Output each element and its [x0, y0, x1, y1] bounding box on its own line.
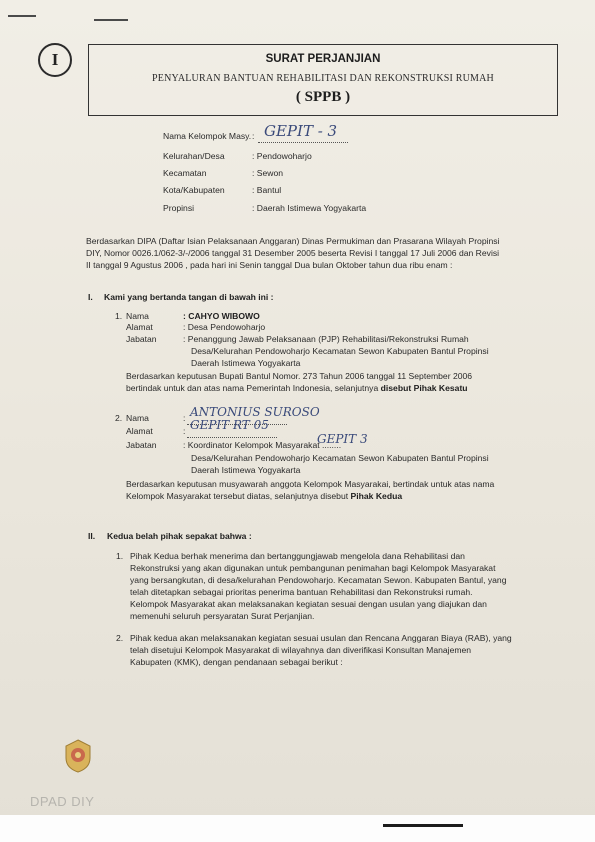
party-2-jabatan-label: Jabatan	[126, 440, 157, 450]
section-2-item-2-line: telah disetujui Kelompok Masyarakat di wilayahnya dan diverifikasi Konsultan Manajemen	[130, 645, 472, 655]
field-dotted-line	[258, 142, 348, 143]
party-2-colon: :	[183, 426, 186, 436]
top-rule-right	[94, 19, 128, 21]
field-label-propinsi: Propinsi	[163, 203, 195, 213]
party-1-jabatan-line: Desa/Kelurahan Pendowoharjo Kecamatan Sewon Kabupaten Bantul Propinsi	[191, 346, 489, 356]
section-2-item-1-line: Rekonstruksi yang akan digunakan untuk pembangunan penimahan bagi Kelompok Masyarakat	[130, 563, 496, 573]
section-2-item-1-number: 1.	[116, 551, 124, 561]
section-2-heading: Kedua belah pihak sepakat bahwa :	[107, 531, 252, 541]
field-value-kelompok: GEPIT - 3	[264, 122, 338, 140]
intro-line-2: DIY, Nomor 0026.1/062-3/-/2006 tanggal 31 Desember 2005 beserta Revisi I tanggal 17 Juli 2006 dan Revisi	[86, 248, 500, 258]
party-1-number: 1.	[115, 311, 123, 321]
title-box	[88, 44, 558, 116]
party-2-basis-line: Kelompok Masyarakat tersebut diatas, selanjutnya disebut Pihak Kedua	[126, 491, 403, 501]
section-2-number: II.	[88, 531, 96, 541]
section-1-heading: Kami yang bertanda tangan di bawah ini :	[104, 292, 274, 302]
document-number: I	[38, 43, 72, 77]
party-1-basis-line: Berdasarkan keputusan Bupati Bantul Nomor. 273 Tahun 2006 tanggal 11 September 2006	[126, 371, 473, 381]
section-2-item-1-line: yang bersangkutan, di desa/kelurahan Pendowoharjo. Kecamatan Sewon. Kabupaten Bantul, yang	[130, 575, 507, 585]
field-label-kecamatan: Kecamatan	[163, 168, 207, 178]
section-1-number: I.	[88, 292, 93, 302]
field-colon: :	[252, 131, 255, 141]
party-1-jabatan-label: Jabatan	[126, 334, 157, 344]
party-1-alamat: : Desa Pendowoharjo	[183, 322, 266, 332]
archive-watermark: DPAD DIY	[30, 794, 95, 809]
page-bottom-margin	[0, 815, 595, 842]
party-2-alamat-dotted-line	[187, 437, 277, 438]
party-2-colon: :	[183, 413, 186, 423]
party-1-jabatan-line: Daerah Istimewa Yogyakarta	[191, 358, 301, 368]
party-2-alamat: GEPIT RT 05	[190, 418, 269, 432]
party-2-jabatan-hand: GEPIT 3	[317, 432, 368, 446]
party-2-nama-label: Nama	[126, 413, 149, 423]
party-2-number: 2.	[115, 413, 123, 423]
party-2-basis-line: Berdasarkan keputusan musyawarah anggota Kelompok Masyarakai, bertindak untuk atas nama	[126, 479, 495, 489]
section-2-item-2-line: Kabupaten (KMK), dengan pendanaan sebagai berikut :	[130, 657, 343, 667]
section-2-item-2-number: 2.	[116, 633, 124, 643]
section-2-item-1-line: Pihak Kedua berhak menerima dan bertanggungjawab mengelola dana Rehabilitasi dan	[130, 551, 465, 561]
field-label-kelurahan: Kelurahan/Desa	[163, 151, 225, 161]
field-value-kabupaten: : Bantul	[252, 185, 282, 195]
document-title: SURAT PERJANJIAN	[265, 53, 381, 65]
section-2-item-1-line: memenuhi seluruh persyaratan Surat Perjanjian.	[130, 611, 315, 621]
section-2-item-2-line: Pihak kedua akan melaksanakan kegiatan sesuai usulan dan Rencana Anggaran Biaya (RAB), yang	[130, 633, 512, 643]
archive-seal-icon	[63, 738, 93, 774]
field-value-kecamatan: : Sewon	[252, 168, 284, 178]
section-2-item-1-line: telah ditetapkan sebagai prioritas penerima bantuan Rehabilitasi dan Rekonstruksi rumah.	[130, 587, 473, 597]
section-2-item-1-line: Kelompok Masyarakat akan melaksanakan kegiatan sesuai dengan usulan yang diajukan dan	[130, 599, 487, 609]
field-label-kelompok: Nama Kelompok Masy.	[163, 131, 252, 141]
party-1-nama: : CAHYO WIBOWO	[183, 311, 260, 321]
party-1-alamat-label: Alamat	[126, 322, 153, 332]
field-label-kabupaten: Kota/Kabupaten	[163, 185, 225, 195]
party-2-nama: ANTONIUS SUROSO	[190, 405, 320, 419]
party-2-jabatan-line: Desa/Kelurahan Pendowoharjo Kecamatan Sewon Kabupaten Bantul Propinsi	[191, 453, 489, 463]
document-subtitle: PENYALURAN BANTUAN REHABILITASI DAN REKONSTRUKSI RUMAH	[152, 73, 494, 84]
party-2-designation: Pihak Kedua	[350, 491, 403, 501]
party-1-nama-label: Nama	[126, 311, 149, 321]
top-rule-left	[8, 15, 36, 17]
party-1-designation: disebut Pihak Kesatu	[380, 383, 468, 393]
footer-mark	[383, 824, 463, 827]
party-1-basis-line: bertindak untuk dan atas nama Pemerintah Indonesia, selanjutnya disebut Pihak Kesatu	[126, 383, 468, 393]
party-1-jabatan-line: : Penanggung Jawab Pelaksanaan (PJP) Rehabilitasi/Rekonstruksi Rumah	[183, 334, 469, 344]
party-2-jabatan-prefix: : Koordinator Kelompok Masyarakat ........	[183, 440, 342, 450]
document-abbrev: ( SPPB )	[295, 89, 351, 105]
party-2-alamat-label: Alamat	[126, 426, 153, 436]
field-value-kelurahan: : Pendowoharjo	[252, 151, 312, 161]
party-2-jabatan-line: Daerah Istimewa Yogyakarta	[191, 465, 301, 475]
intro-line-1: Berdasarkan DIPA (Daftar Isian Pelaksanaan Anggaran) Dinas Permukiman dan Prasarana Wilayah Propinsi	[86, 236, 500, 246]
field-value-propinsi: : Daerah Istimewa Yogyakarta	[252, 203, 367, 213]
intro-line-3: II tanggal 9 Agustus 2006 , pada hari ini Senin tanggal Dua bulan Oktober tahun dua ribu enam :	[86, 260, 453, 270]
